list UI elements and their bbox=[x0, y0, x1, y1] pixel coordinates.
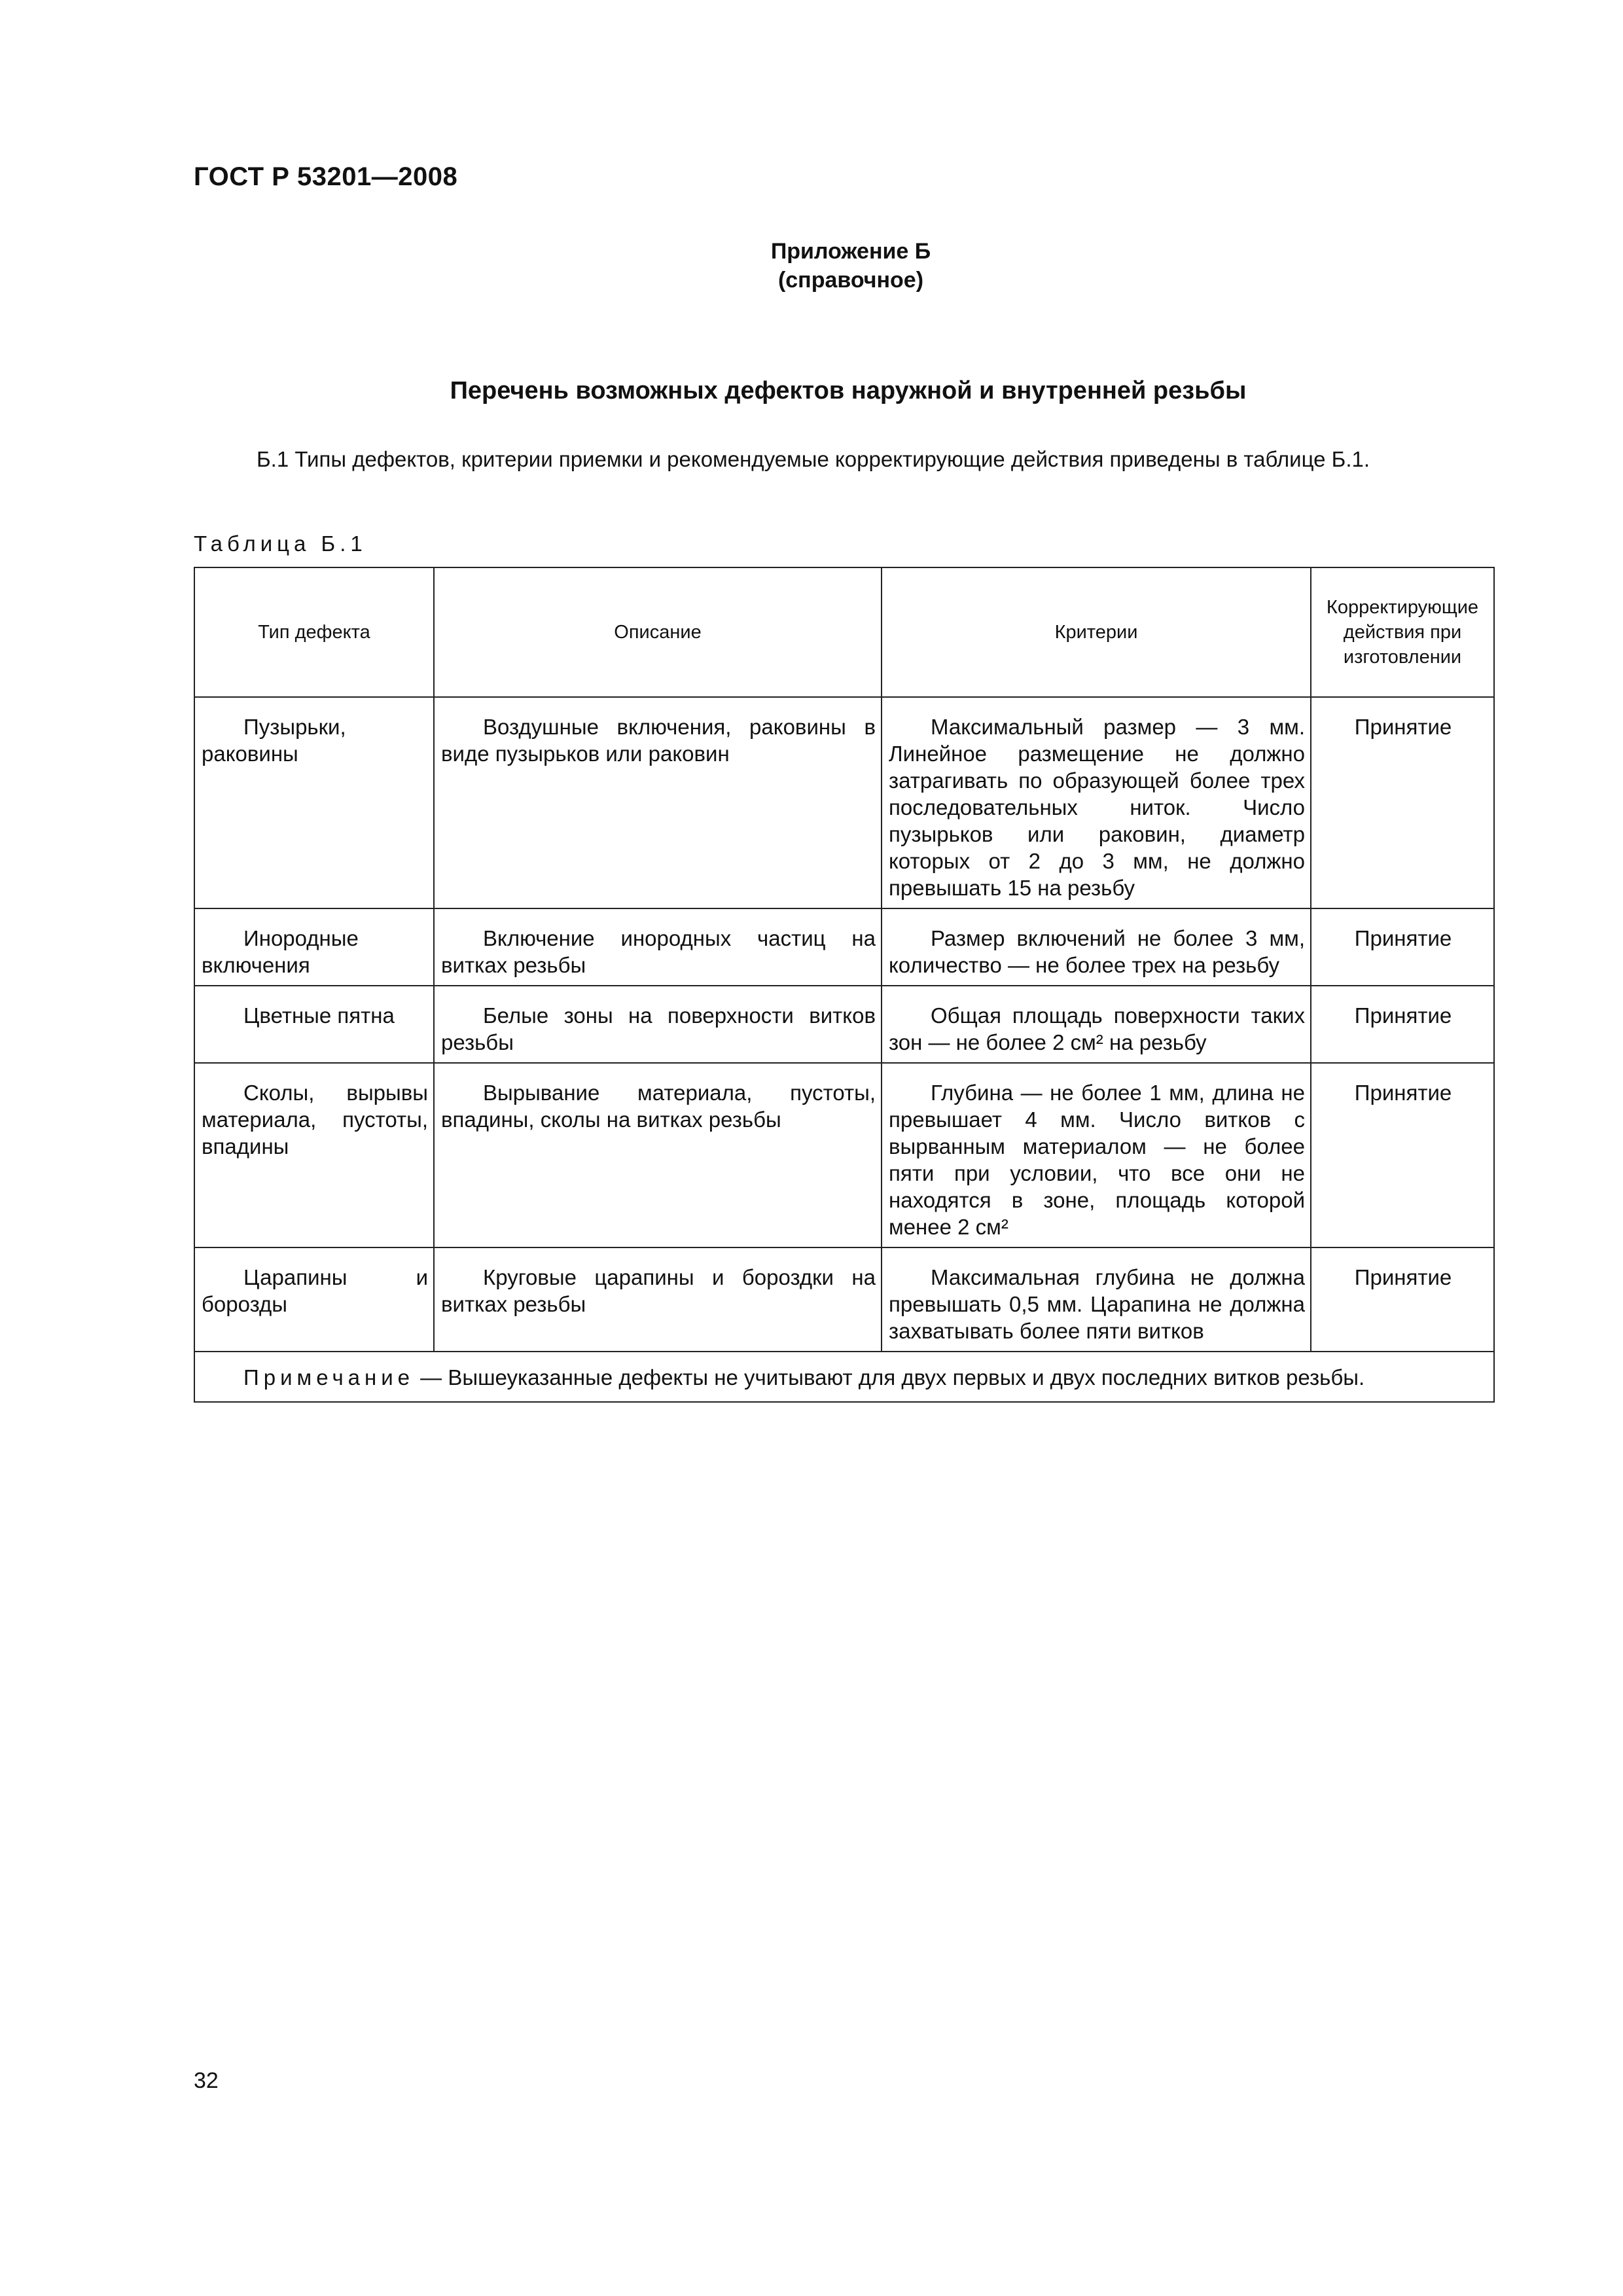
appendix-subtitle: (справочное) bbox=[777, 268, 924, 293]
cell-action: Принятие bbox=[1311, 908, 1494, 986]
table-row bbox=[194, 986, 1494, 1063]
note-label: Примечание bbox=[243, 1365, 415, 1390]
header-description: Описание bbox=[434, 567, 882, 697]
table-header-row bbox=[194, 567, 1494, 697]
cell-type: Пузырьки, раковины bbox=[194, 697, 434, 908]
table-row bbox=[194, 908, 1494, 986]
cell-criteria: Глубина — не более 1 мм, длина не превышает 4 мм. Число витков с вырванным материалом — не более пяти при условии, что все они не находятся в зоне, площадь которой менее 2 см² bbox=[882, 1063, 1311, 1247]
note-text: — Вышеуказанные дефекты не учитывают для двух первых и двух последних витков резьбы. bbox=[414, 1365, 1365, 1390]
cell-description: Включение инородных частиц на витках резьбы bbox=[434, 908, 882, 986]
document-code: ГОСТ Р 53201—2008 bbox=[194, 162, 458, 191]
table-note bbox=[194, 1352, 1494, 1402]
appendix-title: Приложение Б bbox=[770, 239, 931, 264]
cell-type: Инородные включения bbox=[194, 908, 434, 986]
cell-action: Принятие bbox=[1311, 1247, 1494, 1352]
table-row bbox=[194, 1063, 1494, 1247]
cell-description: Круговые царапины и бороздки на витках резьбы bbox=[434, 1247, 882, 1352]
table-note-row bbox=[194, 1352, 1494, 1402]
cell-description: Вырывание материала, пустоты, впадины, сколы на витках резьбы bbox=[434, 1063, 882, 1247]
cell-criteria: Общая площадь поверхности таких зон — не более 2 см² на резьбу bbox=[882, 986, 1311, 1063]
cell-criteria: Размер включений не более 3 мм, количество — не более трех на резьбу bbox=[882, 908, 1311, 986]
table-row bbox=[194, 1247, 1494, 1352]
header-type: Тип дефекта bbox=[194, 567, 434, 697]
cell-criteria: Максимальный размер — 3 мм. Линейное размещение не должно затрагивать по образующей более трех последовательных ниток. Число пузырьков или раковин, диаметр которых от 2 до 3 мм, не должно превышать 15 на резьбу bbox=[882, 697, 1311, 908]
section-title: Перечень возможных дефектов наружной и внутренней резьбы bbox=[450, 377, 1247, 404]
cell-type: Сколы, вырывы материала, пустоты, впадины bbox=[194, 1063, 434, 1247]
table-row bbox=[194, 697, 1494, 908]
appendix-heading bbox=[668, 237, 1034, 295]
cell-type: Царапины и борозды bbox=[194, 1247, 434, 1352]
cell-action: Принятие bbox=[1311, 986, 1494, 1063]
cell-action: Принятие bbox=[1311, 697, 1494, 908]
page-number: 32 bbox=[194, 2068, 219, 2093]
defects-table bbox=[194, 567, 1495, 1403]
cell-action: Принятие bbox=[1311, 1063, 1494, 1247]
cell-description: Воздушные включения, раковины в виде пузырьков или раковин bbox=[434, 697, 882, 908]
cell-criteria: Максимальная глубина не должна превышать 0,5 мм. Царапина не должна захватывать более пяти витков bbox=[882, 1247, 1311, 1352]
table-caption: Таблица Б.1 bbox=[194, 531, 367, 556]
cell-description: Белые зоны на поверхности витков резьбы bbox=[434, 986, 882, 1063]
intro-paragraph: Б.1 Типы дефектов, критерии приемки и рекомендуемые корректирующие действия приведены в таблице Б.1. bbox=[257, 447, 1370, 471]
cell-type: Цветные пятна bbox=[194, 986, 434, 1063]
header-criteria: Критерии bbox=[882, 567, 1311, 697]
header-action: Корректирующие действия при изготовлении bbox=[1311, 567, 1494, 697]
